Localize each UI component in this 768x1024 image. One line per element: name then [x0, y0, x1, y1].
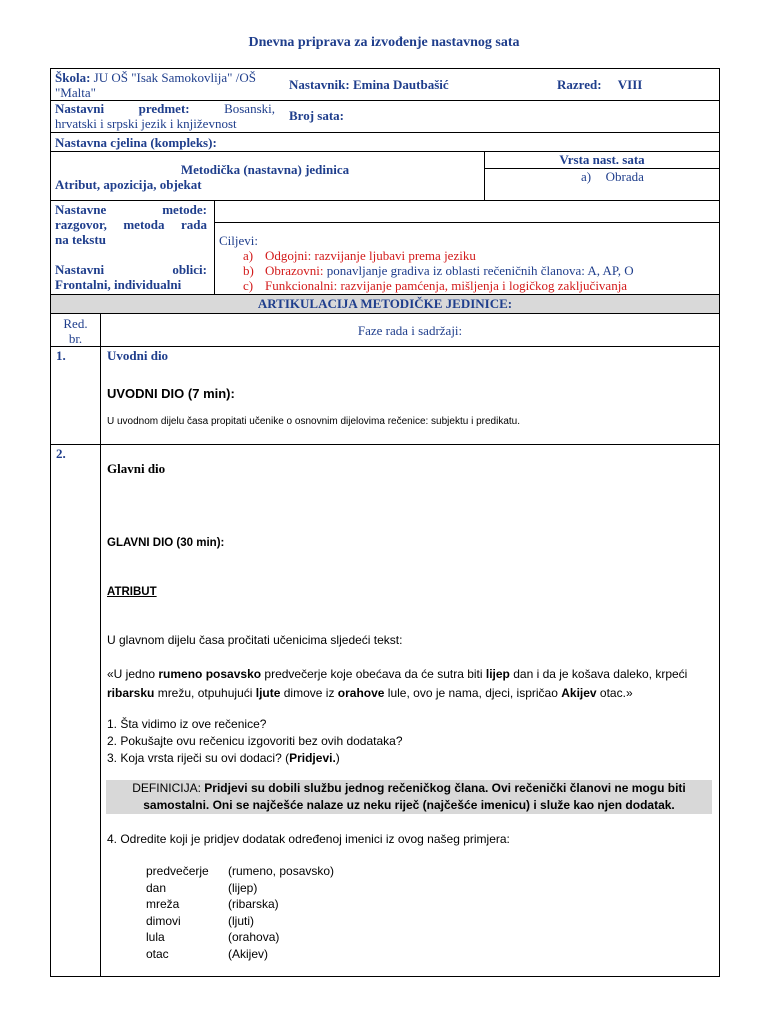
skola-value-2: "Malta" [55, 85, 96, 100]
list-item: dan (lijep) [146, 880, 258, 895]
quote-bold-segment: rumeno posavsko [158, 667, 262, 681]
list-item: predvečerje (rumeno, posavsko) [146, 864, 335, 878]
nastavnik-label: Nastavnik: [289, 77, 350, 92]
oblici-value: Frontalni, individualni [55, 277, 182, 292]
row-subheading: GLAVNI DIO (30 min): [107, 537, 225, 549]
skola-value: JU OŠ "Isak Samokovlija" /OŠ [93, 70, 256, 85]
quote-segment: lule, ovo je nama, djeci, ispričao [384, 686, 562, 700]
quote-bold-segment: lijep [485, 667, 510, 681]
list-item: mreža (ribarska) [146, 897, 279, 911]
vrsta-marker: a) [581, 169, 592, 184]
quote-bold-segment: orahove [337, 686, 385, 700]
razred-cell [557, 77, 642, 93]
questions [107, 716, 403, 767]
row-number: 1. [56, 348, 66, 363]
razred-label: Razred: [557, 77, 602, 92]
ciljevi-label: Ciljevi: [219, 233, 258, 248]
row-text: U uvodnom dijelu časa propitati učenike o osnovnim dijelovima rečenice: subjektu i predikatu. [107, 416, 520, 427]
metode-cell [55, 202, 207, 292]
jedinica-value: Atribut, apozicija, objekat [55, 177, 202, 192]
nastavnik-value: Emina Dautbašić [352, 77, 449, 92]
row-number: 2. [56, 446, 66, 461]
metode-value: razgovor, metoda rada [55, 217, 207, 232]
oblici-label: Nastavni oblici: [55, 262, 207, 277]
vrsta-value-row [581, 169, 644, 185]
list-item: otac (Akijev) [146, 946, 269, 961]
row-heading: Glavni dio [107, 461, 166, 476]
vrsta-value: Obrada [605, 169, 644, 184]
page-title: Dnevna priprava za izvođenje nastavnog sata [248, 35, 520, 50]
skola-label: Škola: [55, 70, 91, 85]
quote-bold-segment: Akijev [561, 686, 597, 700]
quote-bold-segment: ljute [255, 686, 281, 700]
metode-label: Nastavne metode: [55, 202, 207, 217]
quote-segment: dimove iz [280, 686, 338, 700]
jedinica-label: Metodička (nastavna) jedinica [180, 162, 350, 177]
quote-segment: dan i da je košava daleko, krpeći [509, 667, 688, 681]
predmet-cell [55, 101, 275, 131]
col-phase-header: Faze rada i sadržaji: [357, 323, 463, 338]
ciljevi-item: b) Obrazovni: ponavljanje gradiva iz oblasti rečeničnih članova: A, AP, O [243, 263, 634, 278]
question: 1. Šta vidimo iz ove rečenice? [107, 717, 267, 731]
question: 4. Odredite koji je pridjev dodatak određenoj imenici iz ovog našeg primjera: [107, 832, 510, 846]
nastavnik-cell [289, 77, 449, 93]
ciljevi-cell [219, 233, 717, 293]
list-item: dimovi (ljuti) [146, 913, 254, 928]
question: 2. Pokušajte ovu rečenicu izgovoriti bez ovih dodataka? [107, 734, 403, 748]
ciljevi-item: a) Odgojni: razvijanje ljubavi prema jeziku [243, 248, 476, 263]
predmet-value: Bosanski, [224, 101, 275, 116]
pairs-list [146, 863, 334, 962]
row-subheading: UVODNI DIO (7 min): [107, 386, 235, 401]
quote-segment: «U jedno [107, 667, 159, 681]
artikulacija-heading: ARTIKULACIJA METODIČKE JEDINICE: [257, 296, 513, 311]
metode-value-2: na tekstu [55, 232, 106, 247]
cjelina-label: Nastavna cjelina (kompleks): [55, 135, 217, 150]
definition-label: DEFINICIJA: [132, 781, 201, 795]
row-heading: Uvodni dio [107, 348, 169, 363]
razred-value: VIII [617, 77, 643, 92]
quote-segment: predvečerje koje obećava da će sutra biti [261, 667, 486, 681]
quote-segment: otac.» [596, 686, 633, 700]
skola-cell [55, 70, 285, 100]
question: 3. Koja vrsta riječi su ovi dodaci? (Pridjevi.) [107, 751, 340, 765]
ciljevi-item: c) Funkcionalni: razvijanje pamćenja, mišljenja i logičkog zaključivanja [243, 278, 628, 293]
col-num-header: Red. br. [63, 316, 88, 346]
intro-text: U glavnom dijelu časa pročitati učenicima sljedeći tekst: [107, 633, 403, 647]
broj-sata-label: Broj sata: [289, 108, 345, 123]
vrsta-label: Vrsta nast. sata [559, 152, 645, 167]
list-item: lula (orahova) [146, 930, 280, 944]
definition-box: DEFINICIJA: Pridjevi su dobili službu jednog rečeničkog člana. Ovi rečenički članovi ne mogu biti samostalni. Oni se najčešće nalaze uz neku riječ (najčešće imenicu) i služe kao njen dodatak. [106, 780, 712, 814]
predmet-value-2: hrvatski i srpski jezik i književnost [55, 116, 237, 131]
quote-bold-segment: ribarsku [107, 686, 155, 700]
predmet-label: Nastavni predmet: [55, 101, 190, 116]
quote-segment: mrežu, otpuhujući [154, 686, 256, 700]
quote-text [107, 665, 715, 703]
atribut-heading: ATRIBUT [107, 586, 157, 598]
